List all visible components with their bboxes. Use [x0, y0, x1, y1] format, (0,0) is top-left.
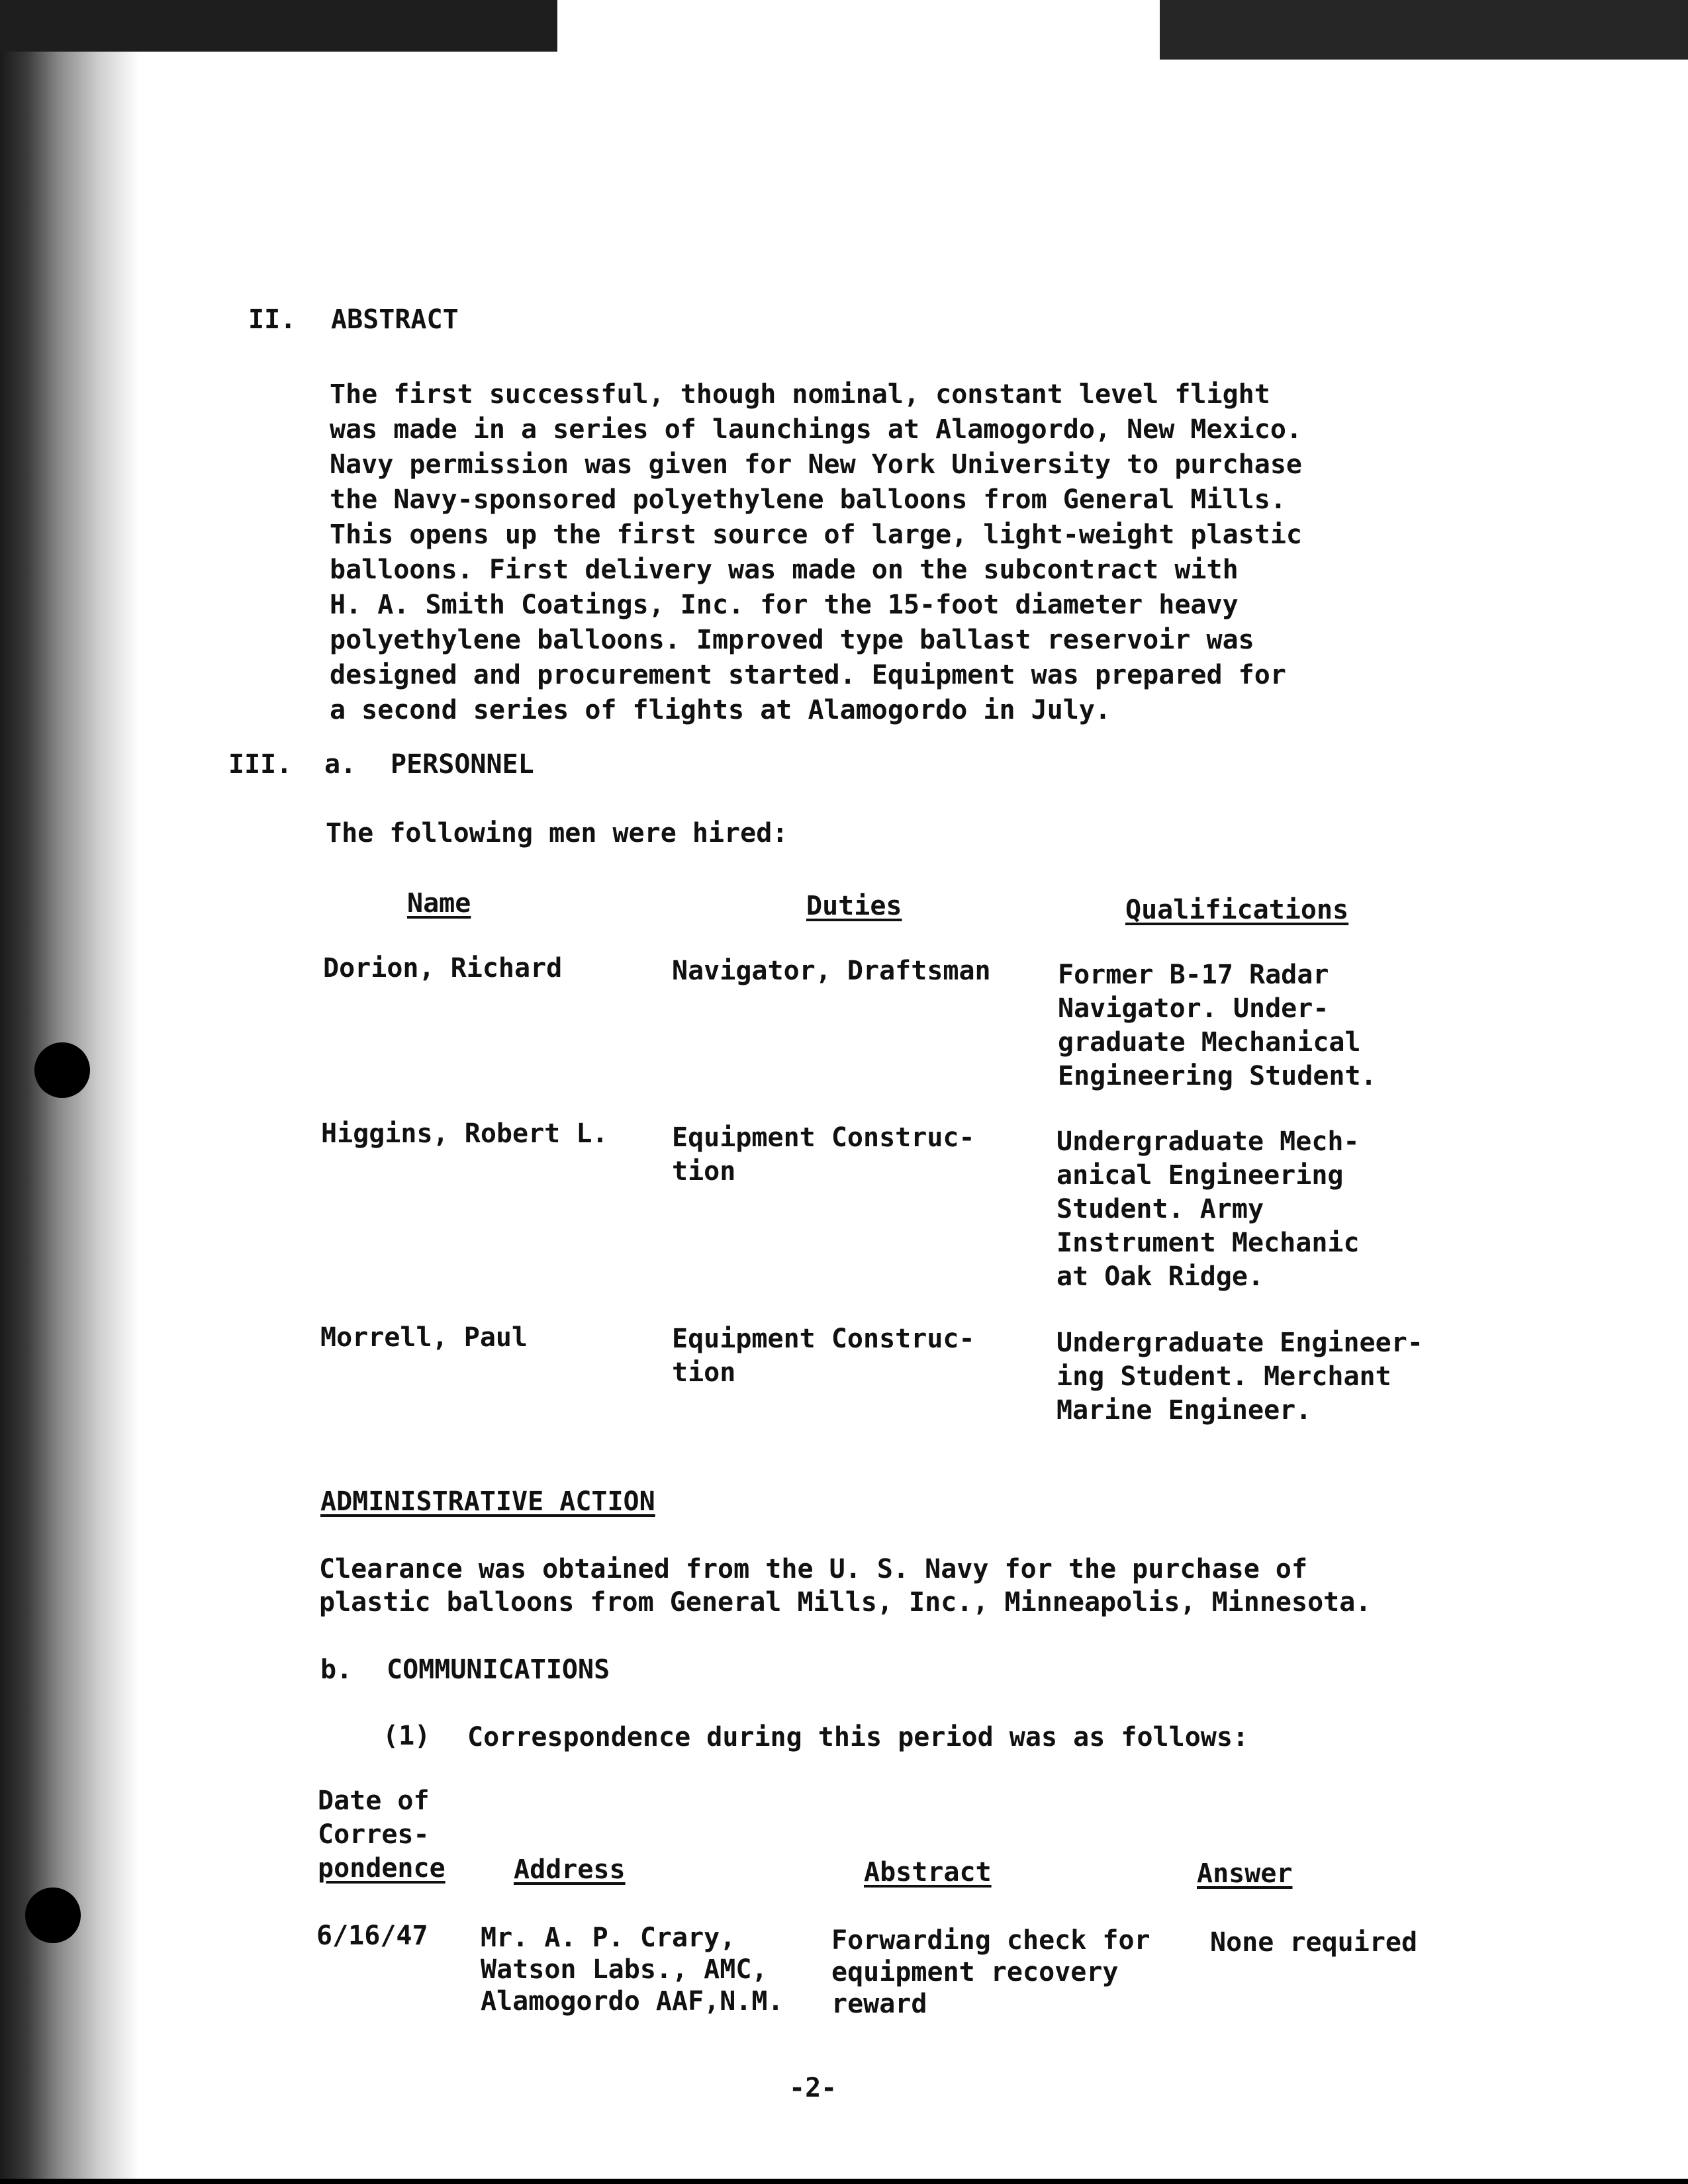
communications-intro: Correspondence during this period was as follows: — [467, 1722, 1249, 1752]
personnel-qualifications: Former B-17 Radar Navigator. Under- graduate Mechanical Engineering Student. — [1058, 960, 1377, 1091]
scan-edge-bottom — [0, 2179, 1688, 2184]
abstract-line: designed and procurement started. Equipment was prepared for — [330, 660, 1286, 690]
scan-shadow-top-left — [0, 0, 557, 52]
column-header-abstract: Abstract — [864, 1857, 992, 1888]
column-header-qualifications: Qualifications — [1125, 895, 1349, 925]
personnel-intro: The following men were hired: — [326, 818, 788, 848]
punch-hole-icon — [25, 1888, 81, 1943]
personnel-duties: Equipment Construc- tion — [672, 1122, 975, 1187]
abstract-line: was made in a series of launchings at Alamogordo, New Mexico. — [330, 414, 1303, 445]
section-numeral-abstract: II. — [248, 304, 297, 335]
column-header-date: Date of Corres- pondence — [318, 1786, 445, 1884]
abstract-line: Navy permission was given for New York University to purchase — [330, 449, 1303, 480]
personnel-qualifications: Undergraduate Mech- anical Engineering Student. Army Instrument Mechanic at Oak Ridge. — [1056, 1126, 1360, 1292]
admin-paragraph — [319, 1553, 1371, 1619]
section-heading-admin: ADMINISTRATIVE ACTION — [320, 1486, 655, 1517]
abstract-line: H. A. Smith Coatings, Inc. for the 15-foot diameter heavy — [330, 590, 1239, 620]
personnel-qualifications: Undergraduate Engineer- ing Student. Merchant Marine Engineer. — [1056, 1328, 1423, 1426]
abstract-line: the Navy-sponsored polyethylene balloons from General Mills. — [330, 484, 1286, 515]
correspondence-abstract: Forwarding check for equipment recovery reward — [831, 1925, 1150, 2019]
column-header-duties: Duties — [806, 891, 902, 921]
communications-item: (1) — [383, 1721, 431, 1751]
section-heading-abstract: ABSTRACT — [331, 304, 459, 335]
correspondence-answer: None required — [1210, 1927, 1418, 1958]
correspondence-date: 6/16/47 — [316, 1921, 428, 1951]
personnel-label: a. — [324, 749, 357, 780]
abstract-line: polyethylene balloons. Improved type ballast reservoir was — [330, 625, 1254, 655]
abstract-line: balloons. First delivery was made on the subcontract with — [330, 555, 1239, 585]
admin-line: Clearance was obtained from the U. S. Navy for the purchase of — [319, 1554, 1308, 1584]
abstract-line: This opens up the first source of large, light-weight plastic — [330, 520, 1303, 550]
punch-hole-icon — [34, 1042, 90, 1098]
section-numeral-personnel: III. — [228, 749, 293, 780]
communications-label: b. — [320, 1655, 353, 1685]
personnel-duties: Equipment Construc- tion — [672, 1324, 975, 1388]
section-heading-personnel: PERSONNEL — [391, 749, 534, 780]
column-header-name: Name — [407, 888, 471, 919]
correspondence-address: Mr. A. P. Crary, Watson Labs., AMC, Alamogordo AAF,N.M. — [481, 1923, 784, 2017]
personnel-name: Higgins, Robert L. — [321, 1118, 608, 1149]
section-heading-communications: COMMUNICATIONS — [387, 1655, 610, 1685]
column-header-address: Address — [514, 1854, 626, 1885]
abstract-paragraph — [330, 377, 1302, 728]
abstract-line: a second series of flights at Alamogordo in July. — [330, 695, 1111, 725]
personnel-duties: Navigator, Draftsman — [672, 956, 991, 986]
page-number: -2- — [789, 2073, 837, 2103]
scan-shadow-top-right — [1160, 0, 1688, 60]
admin-line: plastic balloons from General Mills, Inc., Minneapolis, Minnesota. — [319, 1587, 1372, 1617]
personnel-name: Dorion, Richard — [323, 953, 563, 983]
column-header-answer: Answer — [1197, 1858, 1293, 1889]
personnel-name: Morrell, Paul — [320, 1322, 528, 1353]
abstract-line: The first successful, though nominal, constant level flight — [330, 379, 1270, 410]
